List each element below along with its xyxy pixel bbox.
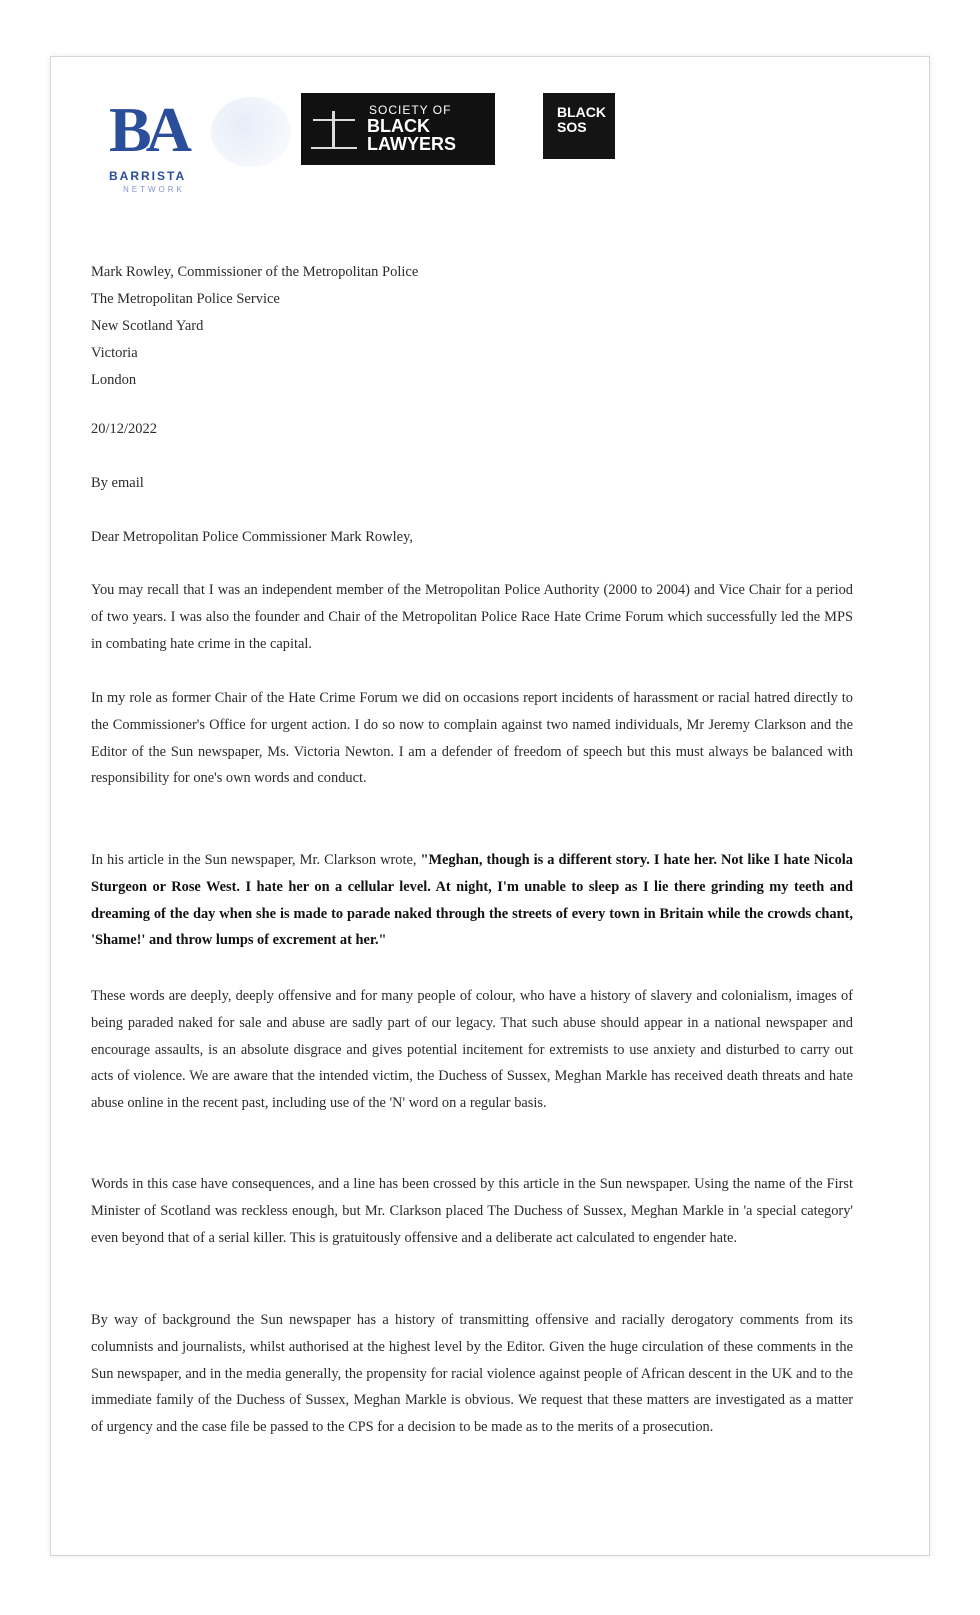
salutation: Dear Metropolitan Police Commissioner Mark Rowley, — [91, 529, 414, 545]
paragraph-1: You may recall that I was an independent member of the Metropolitan Police Authority (2000 to 2004) and Vice Chair for a period of two years. I was also the founder and Chair of the Metropolitan Police Race Hate Crime Forum which successfully led the MPS in combating hate crime in the capital. — [91, 582, 853, 652]
quote-intro: In his article in the Sun newspaper, Mr. Clarkson wrote, — [91, 852, 421, 868]
logo-line-2: BLACK — [367, 116, 430, 136]
logo-mark: BA — [109, 94, 186, 165]
logo-line-3: LAWYERS — [367, 134, 457, 154]
scales-of-justice-icon — [311, 111, 357, 149]
black-sos-logo — [543, 93, 615, 159]
letter-date: 20/12/2022 — [91, 421, 158, 437]
clarkson-quote: "Meghan, though is a different story. I hate her. Not like I hate Nicola Sturgeon or Rose West. I hate her on a cellular level. At night, I'm unable to sleep as I lie there grinding my teeth and dreaming of the day when she is made to parade naked through the streets of every town in Britain while the crowds chant, 'Shame!' and throw lumps of excrement at her." — [91, 852, 853, 949]
recipient-line: London — [91, 372, 137, 388]
paragraph-6: By way of background the Sun newspaper has a history of transmitting offensive and racially derogatory comments from its columnists and journalists, whilst authorised at the highest level by the Editor. Given the huge circulation of these comments in the Sun newspaper, and in the media generally, the propensity for racial violence against people of African descent in the UK and to the immediate family of the Duchess of Sussex, Meghan Markle is obvious. We request that these matters are investigated as a matter of urgency and the case file be passed to the CPS for a decision to be made as to the merits of a prosecution. — [91, 1312, 853, 1436]
recipient-line: New Scotland Yard — [91, 318, 204, 334]
paragraph-3 — [91, 847, 853, 954]
globe-graphic — [211, 97, 291, 167]
recipient-line: Victoria — [91, 345, 138, 361]
paragraph-2: In my role as former Chair of the Hate Crime Forum we did on occasions report incidents of harassment or racial hatred directly to the Commissioner's Office for urgent action. I do so now to complain against two named individuals, Mr Jeremy Clarkson and the Editor of the Sun newspaper, Ms. Victoria Newton. I am a defender of freedom of speech but this must always be balanced with responsibility for one's own words and conduct. — [91, 690, 853, 787]
paragraph-4: These words are deeply, deeply offensive and for many people of colour, who have a history of slavery and colonialism, images of being paraded naked for sale and abuse are sadly part of our legacy. That such abuse should appear in a national newspaper and encourage assaults, is an absolute disgrace and gives potential incitement for extremists to use anxiety and disturbed to carry out acts of violence. We are aware that the intended victim, the Duchess of Sussex, Meghan Markle has received death threats and hate abuse online in the recent past, including use of the 'N' word on a regular basis. — [91, 988, 853, 1112]
logo-line-2: SOS — [557, 119, 587, 135]
recipient-line: The Metropolitan Police Service — [91, 291, 280, 307]
logo-line-1: SOCIETY OF — [369, 103, 452, 117]
recipient-line: Mark Rowley, Commissioner of the Metropolitan Police — [91, 264, 419, 280]
delivery-method: By email — [91, 475, 144, 491]
logo-tagline: NETWORK — [123, 185, 185, 194]
logo-line-1: BLACK — [557, 104, 606, 120]
society-of-black-lawyers-logo — [301, 93, 495, 165]
barrista-network-logo — [101, 91, 291, 194]
recipient-address — [91, 259, 853, 394]
paragraph-5: Words in this case have consequences, and a line has been crossed by this article in the Sun newspaper. Using the name of the First Minister of Scotland was reckless enough, but Mr. Clarkson placed The Duchess of Sussex, Meghan Markle in 'a special category' even beyond that of a serial killer. This is gratuitously offensive and a deliberate act calculated to engender hate. — [91, 1176, 853, 1246]
letter-page — [50, 56, 930, 1556]
logo-name: BARRISTA — [109, 169, 187, 183]
